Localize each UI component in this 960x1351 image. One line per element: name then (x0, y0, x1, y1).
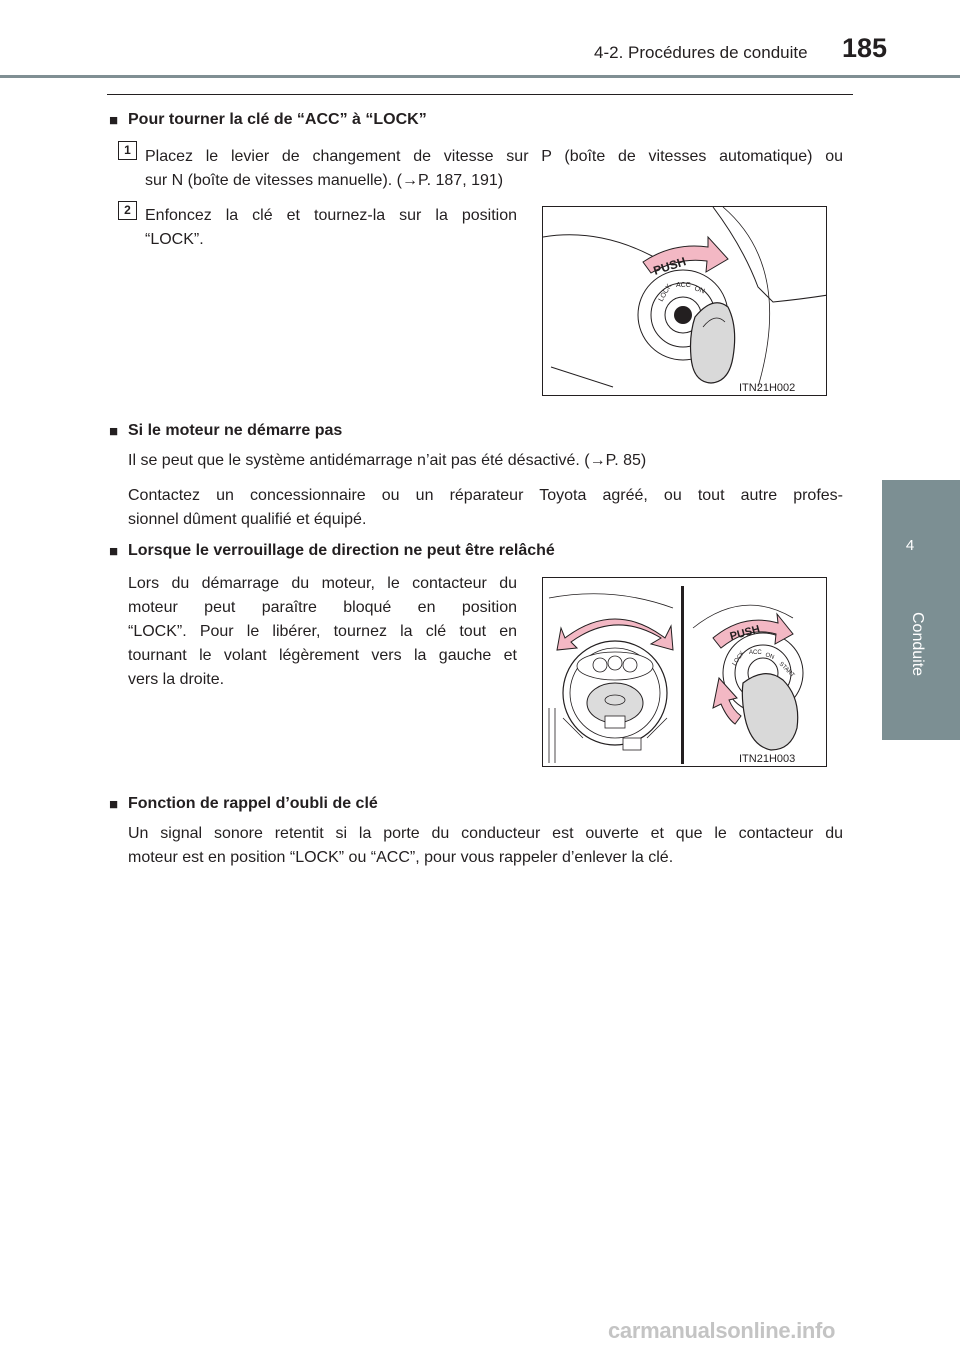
paragraph (128, 822, 843, 870)
top-rule (107, 94, 853, 95)
header-rule (0, 75, 960, 78)
chapter-label: Conduite (909, 612, 926, 677)
figure-code: ITN21H002 (739, 382, 796, 394)
acc-position-label: ACC (676, 282, 691, 289)
step-text (145, 204, 517, 252)
text-line: Lors du démarrage du moteur, le contacteur du (128, 575, 517, 592)
on-position-label: ON (693, 285, 706, 296)
section-title: 4-2. Procédures de conduite (594, 43, 808, 62)
push-label: PUSH (651, 254, 688, 278)
text-line: Placez le levier de changement de vitesse sur P (boîte de vitesses automatique) ou (145, 148, 843, 165)
step-text (145, 145, 843, 193)
page-number: 185 (842, 33, 888, 63)
chapter-side-tab[interactable] (882, 480, 960, 740)
steering-lock-drawing (543, 578, 827, 767)
watermark: carmanualsonline.info (608, 1318, 836, 1343)
bullet-icon: ■ (109, 112, 119, 129)
text-line: “LOCK”. (145, 231, 204, 248)
lock-position-label: LOCK (657, 282, 674, 303)
bullet-icon: ■ (109, 543, 119, 560)
figure-code: ITN21H003 (739, 753, 796, 765)
paragraph (128, 484, 843, 532)
bullet-icon: ■ (109, 423, 119, 440)
section-heading: Si le moteur ne démarre pas (128, 422, 343, 439)
text-line: “LOCK”. Pour le libérer, tournez la clé tout en (128, 623, 517, 640)
text-line: sur N (boîte de vitesses manuelle). (→P. 187, 191) (145, 172, 504, 189)
text-line: moteur est en position “LOCK” ou “ACC”, pour vous rappeler d’enlever la clé. (128, 849, 674, 866)
ignition-key-drawing (543, 207, 827, 396)
section-heading: Fonction de rappel d’oubli de clé (128, 795, 378, 812)
text-line: Contactez un concessionnaire ou un réparateur Toyota agréé, ou tout autre profes- (128, 487, 843, 504)
ignition-key-illustration (542, 206, 827, 396)
text-line: Un signal sonore retentit si la porte du conducteur est ouverte et que le contacteur du (128, 825, 843, 842)
lock-position-label: LOCK (731, 650, 747, 668)
on-position-label: ON (764, 652, 775, 661)
text-line: vers la droite. (128, 671, 225, 688)
acc-position-label: ACC (749, 650, 762, 656)
text-line: Enfoncez la clé et tournez-la sur la position (145, 207, 517, 224)
section-heading: Pour tourner la clé de “ACC” à “LOCK” (128, 111, 427, 128)
bullet-icon: ■ (109, 796, 119, 813)
push-label: PUSH (728, 623, 762, 643)
chapter-number: 4 (905, 537, 915, 554)
step-number-box: 2 (118, 201, 137, 220)
text-line: sionnel dûment qualifié et équipé. (128, 511, 367, 528)
text-line: tournant le volant légèrement vers la gauche et (128, 647, 517, 664)
paragraph (128, 572, 517, 692)
start-position-label: START (777, 661, 796, 679)
section-heading: Lorsque le verrouillage de direction ne peut être relâché (128, 542, 555, 559)
paragraph: Il se peut que le système antidémarrage n’ait pas été désactivé. (→P. 85) (128, 452, 647, 469)
steering-lock-illustration (542, 577, 827, 767)
step-number-box: 1 (118, 141, 137, 160)
text-line: moteur peut paraître bloqué en position (128, 599, 517, 616)
